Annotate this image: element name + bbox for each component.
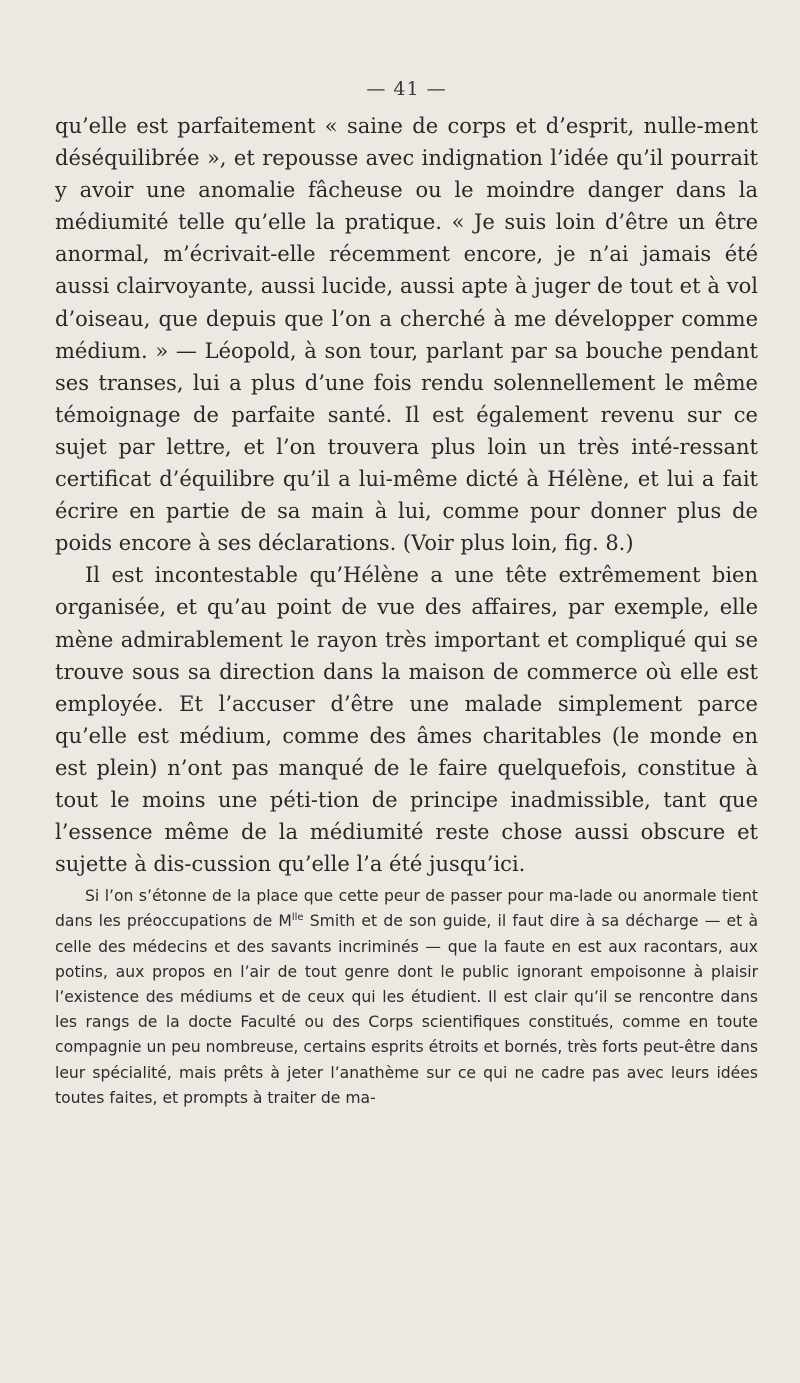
note-title-superscript: lle	[291, 912, 304, 924]
note-paragraph	[55, 884, 758, 1111]
note-text-end: Smith et de son guide, il faut dire à sa décharge — et à celle des médecins et des savants incriminés — que la faute en est aux racontars, aux potins, aux propos en l’air de tout genre dont le public ignorant empoisonne à plaisir l’existence des médiums et de ceux qui les étudient. Il est clair qu’il se rencontre dans les rangs de la docte Faculté ou des Corps scientifiques constitués, comme en toute compagnie un peu nombreuse, certains esprits étroits et bornés, très forts peut-être dans leur spécialité, mais prêts à jeter l’anathème sur ce qui ne cadre pas avec leurs idées toutes faites, et prompts à traiter de ma-	[55, 912, 758, 1107]
body-paragraph-1: qu’elle est parfaitement « saine de corps et d’esprit, nulle-ment déséquilibrée », et repousse avec indignation l’idée qu’il pourrait y avoir une anomalie fâcheuse ou le moindre danger dans la médiumité telle qu’elle la pratique. « Je suis loin d’être un être anormal, m’écrivait-elle récemment encore, je n’ai jamais été aussi clairvoyante, aussi lucide, aussi apte à juger de tout et à vol d’oiseau, que depuis que l’on a cherché à me développer comme médium. » — Léopold, à son tour, parlant par sa bouche pendant ses transes, lui a plus d’une fois rendu solennellement le même témoignage de parfaite santé. Il est également revenu sur ce sujet par lettre, et l’on trouvera plus loin un très inté-ressant certificat d’équilibre qu’il a lui-même dicté à Hélène, et lui a fait écrire en partie de sa main à lui, comme pour donner plus de poids encore à ses déclarations. (Voir plus loin, fig. 8.)	[55, 114, 758, 556]
note-text-start: Si l’on s’étonne de la place que cette peur de passer pour ma-lade ou anormale tient dans les préoccupations de M	[55, 887, 758, 931]
page-number: — 41 —	[366, 78, 447, 100]
body-paragraph-2: Il est incontestable qu’Hélène a une tête extrêmement bien organisée, et qu’au point de vue des affaires, par exemple, elle mène admirablement le rayon très important et compliqué qui se trouve sous sa direction dans la maison de commerce où elle est employée. Et l’accuser d’être une malade simplement parce qu’elle est médium, comme des âmes charitables (le monde en est plein) n’ont pas manqué de le faire quelquefois, constitue à tout le moins une péti-tion de principe inadmissible, tant que l’essence même de la médiumité reste chose aussi obscure et sujette à dis-cussion qu’elle l’a été jusqu’ici.	[55, 563, 758, 877]
